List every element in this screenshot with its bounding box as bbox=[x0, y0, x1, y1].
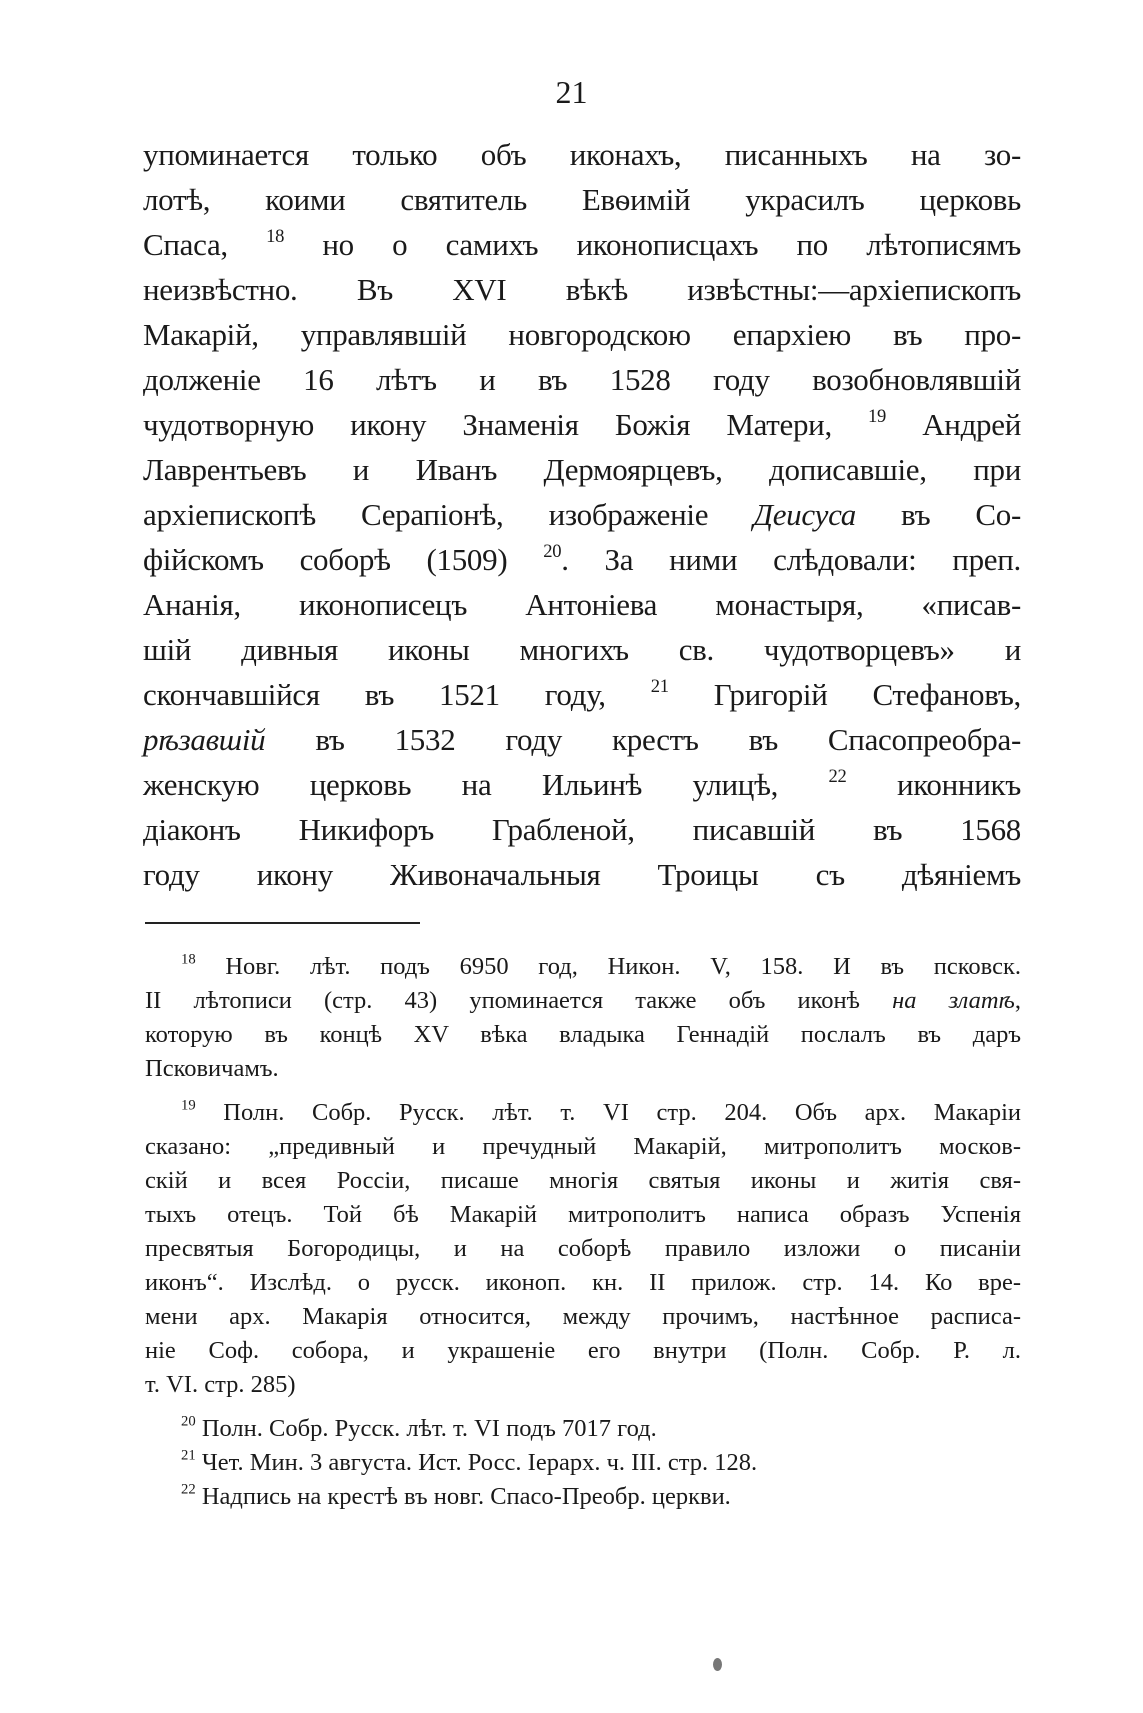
footnote bbox=[145, 1412, 1021, 1446]
text-line bbox=[145, 1446, 1021, 1480]
text-run: Полн. Собр. Русск. лѣт. т. VI стр. 204. Объ арх. Макаріи bbox=[195, 1099, 1021, 1126]
text-line bbox=[143, 582, 1021, 627]
text-line bbox=[145, 1266, 1021, 1300]
footnote-ref: 19 bbox=[868, 405, 887, 427]
text-run: Псковичамъ. bbox=[145, 1055, 279, 1082]
text-line bbox=[143, 627, 1021, 672]
text-run: Спаса, bbox=[143, 227, 267, 262]
text-run: упоминается только объ иконахъ, писанныхъ на зо- bbox=[143, 137, 1021, 172]
text-run: Лаврентьевъ и Иванъ Дермоярцевъ, дописавшіе, при bbox=[143, 452, 1021, 487]
main-text bbox=[143, 132, 1021, 897]
text-line bbox=[145, 1300, 1021, 1334]
text-line bbox=[143, 807, 1021, 852]
text-run: Ананія, иконописецъ Антоніева монастыря, «писав- bbox=[143, 587, 1021, 622]
text-line bbox=[143, 357, 1021, 402]
scan-speck bbox=[713, 1658, 722, 1671]
footnote bbox=[145, 1096, 1021, 1402]
text-run: . За ними слѣдовали: преп. bbox=[561, 542, 1021, 577]
text-run: діаконъ Никифоръ Грабленой, писавшій въ 1568 bbox=[143, 812, 1021, 847]
page-number: 21 bbox=[555, 74, 588, 110]
text-line bbox=[145, 1096, 1021, 1130]
text-run: иконникъ bbox=[846, 767, 1021, 802]
footnote-ref: 18 bbox=[266, 225, 285, 247]
text-run: скончавшійся въ 1521 году, bbox=[143, 677, 651, 712]
text-line bbox=[143, 537, 1021, 582]
text-line bbox=[143, 222, 1021, 267]
text-run: скій и всея Россіи, писаше многія святыя иконы и житія свя- bbox=[145, 1167, 1021, 1194]
text-line bbox=[145, 984, 1021, 1018]
text-run: иконъ“. Изслѣд. о русск. иконоп. кн. II прилож. стр. 14. Ко вре- bbox=[145, 1269, 1021, 1296]
text-line bbox=[143, 852, 1021, 897]
text-line bbox=[143, 672, 1021, 717]
text-line bbox=[145, 1368, 1021, 1402]
text-line bbox=[145, 1198, 1021, 1232]
text-run: фійскомъ соборѣ (1509) bbox=[143, 542, 544, 577]
italic-text: рѣзавшій bbox=[143, 722, 266, 757]
text-run: II лѣтописи (стр. 43) упоминается также объ иконѣ bbox=[145, 987, 893, 1014]
text-line bbox=[143, 312, 1021, 357]
italic-text: на златѣ bbox=[892, 987, 1015, 1014]
text-run: Макарій, управлявшій новгородскою епархіею въ про- bbox=[143, 317, 1021, 352]
text-run: пресвятыя Богородицы, и на соборѣ правило изложи о писаніи bbox=[145, 1235, 1021, 1262]
footnotes bbox=[145, 950, 1021, 1514]
text-line bbox=[145, 1412, 1021, 1446]
text-run: тыхъ отецъ. Той бѣ Макарій митрополитъ написа образъ Успенія bbox=[145, 1201, 1021, 1228]
footnote-divider bbox=[145, 922, 420, 924]
text-line bbox=[143, 402, 1021, 447]
text-run: лотѣ, коими святитель Евѳимій украсилъ церковь bbox=[143, 182, 1021, 217]
text-line bbox=[143, 132, 1021, 177]
text-line bbox=[143, 447, 1021, 492]
text-line bbox=[143, 492, 1021, 537]
text-line bbox=[145, 1018, 1021, 1052]
footnote-ref: 22 bbox=[181, 1481, 196, 1498]
text-run: сказано: „предивный и пречудный Макарій, митрополитъ москов- bbox=[145, 1133, 1021, 1160]
text-run: въ Со- bbox=[855, 497, 1021, 532]
text-run: неизвѣстно. Въ XVI вѣкѣ извѣстны:—архіепископъ bbox=[143, 272, 1021, 307]
text-run: Новг. лѣт. подъ 6950 год, Никон. V, 158. И въ псковск. bbox=[195, 953, 1021, 980]
text-run: Полн. Собр. Русск. лѣт. т. VI подъ 7017 год. bbox=[195, 1415, 657, 1442]
text-run: году икону Живоначальныя Троицы съ дѣяніемъ bbox=[143, 857, 1021, 892]
text-run: ніе Соф. собора, и украшеніе его внутри (Полн. Собр. Р. л. bbox=[145, 1337, 1021, 1364]
footnote bbox=[145, 1480, 1021, 1514]
text-run: архіепископѣ Серапіонѣ, изображеніе bbox=[143, 497, 754, 532]
text-line bbox=[145, 1164, 1021, 1198]
footnote-ref: 20 bbox=[181, 1413, 196, 1430]
footnote-ref: 20 bbox=[543, 540, 562, 562]
text-line bbox=[145, 1334, 1021, 1368]
footnote-ref: 22 bbox=[828, 765, 847, 787]
text-run: женскую церковь на Ильинѣ улицѣ, bbox=[143, 767, 829, 802]
footnote bbox=[145, 950, 1021, 1086]
text-run: мени арх. Макарія относится, между прочимъ, настѣнное расписа- bbox=[145, 1303, 1021, 1330]
text-run: долженіе 16 лѣтъ и въ 1528 году возобновлявшій bbox=[143, 362, 1021, 397]
text-line bbox=[145, 1480, 1021, 1514]
text-line bbox=[143, 762, 1021, 807]
text-line bbox=[145, 950, 1021, 984]
text-run: которую въ концѣ XV вѣка владыка Геннадій послалъ въ даръ bbox=[145, 1021, 1021, 1048]
text-run: т. VI. стр. 285) bbox=[145, 1371, 296, 1398]
text-run: Чет. Мин. 3 августа. Ист. Росс. Іерарх. ч. III. стр. 128. bbox=[195, 1449, 758, 1476]
footnote-ref: 21 bbox=[650, 675, 669, 697]
footnote-ref: 21 bbox=[181, 1447, 196, 1464]
text-line bbox=[143, 717, 1021, 762]
text-run: шій дивныя иконы многихъ св. чудотворцевъ» и bbox=[143, 632, 1021, 667]
text-run: Андрей bbox=[886, 407, 1021, 442]
footnote-ref: 18 bbox=[181, 951, 196, 968]
text-line bbox=[143, 177, 1021, 222]
text-run: Григорій Стефановъ, bbox=[668, 677, 1021, 712]
footnote-ref: 19 bbox=[181, 1097, 196, 1114]
text-run: чудотворную икону Знаменія Божія Матери, bbox=[143, 407, 869, 442]
text-run: въ 1532 году крестъ въ Спасопреобра- bbox=[265, 722, 1021, 757]
text-run: но о самихъ иконописцахъ по лѣтописямъ bbox=[284, 227, 1021, 262]
text-line bbox=[145, 1052, 1021, 1086]
text-run: Надпись на крестѣ въ новг. Спасо-Преобр. церкви. bbox=[195, 1483, 731, 1510]
text-run: , bbox=[1014, 987, 1022, 1014]
text-line bbox=[145, 1232, 1021, 1266]
text-line bbox=[143, 267, 1021, 312]
text-line bbox=[145, 1130, 1021, 1164]
italic-text: Деисуса bbox=[753, 497, 856, 532]
footnote bbox=[145, 1446, 1021, 1480]
